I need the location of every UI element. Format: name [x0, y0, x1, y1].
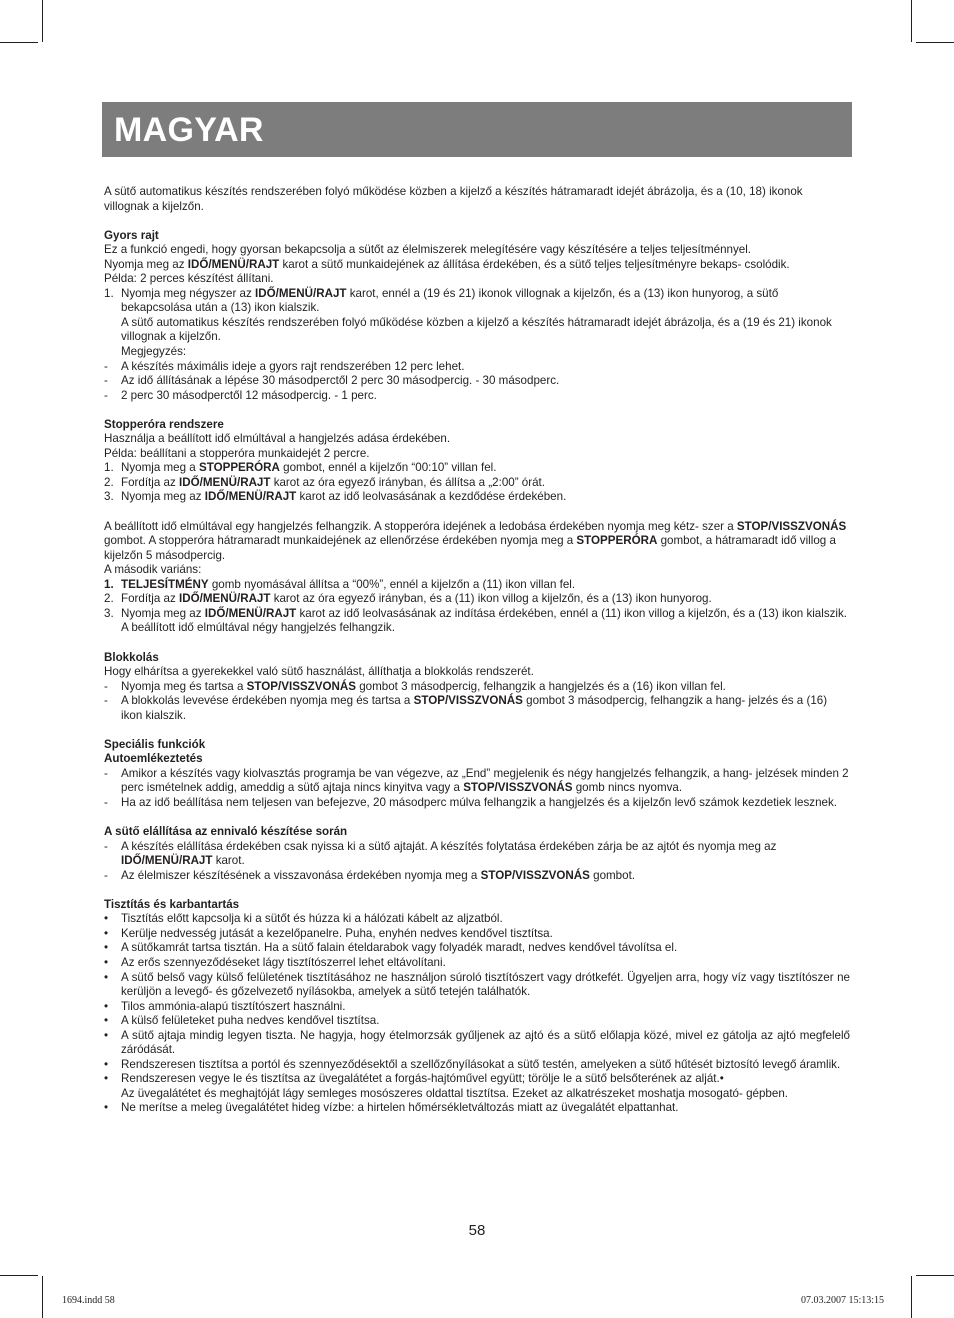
list-item: - A készítés máximális ideje a gyors rajt rendszerében 12 perc lehet. — [104, 359, 465, 373]
cleaning-section — [104, 898, 850, 1116]
button-name: TELJESÍTMÉNY — [121, 577, 209, 591]
button-name: STOP/VISSZVONÁS — [480, 868, 590, 882]
list-item: - Az élelmiszer készítésének a visszavonása érdekében nyomja meg a STOP/VISSZVONÁS gombot. — [104, 868, 636, 882]
button-name: IDŐ/MENÜ/RAJT — [179, 592, 271, 606]
list-item: - Ha az idő beállítása nem teljesen van befejezve, 20 másodperc múlva felhangzik a hangjelzés és a kijelzőn levő számok kezdetiek lesznek. — [104, 795, 837, 809]
numbered-step: 2. Fordítja az IDŐ/MENÜ/RAJT karot az óra egyező irányban, és a (11) ikon villog a kijelzőn, és a (13) ikon hunyorog. — [104, 592, 712, 606]
example-line: Példa: 2 perces készítést állítani. — [104, 272, 274, 286]
button-name: STOP/VISSZVONÁS — [246, 679, 356, 693]
manual-body — [104, 185, 850, 1116]
list-item: - A blokkolás levevése érdekében nyomja meg és tartsa a STOP/VISSZVONÁS gombot 3 másodpercig, felhangzik a hang- jelzés és a (16) ikon kialszik. — [104, 694, 828, 722]
special-functions-section — [104, 738, 850, 883]
crop-mark — [0, 42, 38, 43]
list-item: - 2 perc 30 másodperctől 12 másodpercig. - 1 perc. — [104, 388, 377, 402]
intro-paragraph: A sütő automatikus készítés rendszerében folyó működése közben a kijelző a készítés hátramaradt idejét ábrázolja, és a (10, 18) ikonok villognak a kijelzőn. — [104, 185, 803, 213]
paragraph: Nyomja meg az IDŐ/MENÜ/RAJT karot a sütő munkaidejének az állítása érdekében, és a sütő teljes teljesítményre bekaps- csolódik. — [104, 257, 790, 271]
button-name: IDŐ/MENÜ/RAJT — [255, 286, 347, 300]
button-name: IDŐ/MENÜ/RAJT — [179, 475, 271, 489]
section-heading: Blokkolás — [104, 650, 159, 664]
section-heading: Gyors rajt — [104, 228, 159, 242]
language-header-bar — [102, 102, 852, 157]
crop-mark — [42, 0, 43, 42]
quick-start-section — [104, 229, 850, 404]
list-item: - Az idő állításának a lépése 30 másodperctől 2 perc 30 másodpercig. - 30 másodperc. — [104, 374, 560, 388]
numbered-step: 1. Nyomja meg négyszer az IDŐ/MENÜ/RAJT karot, ennél a (19 és 21) ikonok villognak a kijelzőn, és a (13) ikon hunyorog, a sütő bekapcsolása után a (13) ikon kialszik. — [104, 286, 779, 315]
bullet-item: • A sütő belső vagy külső felületének tisztításához ne használjon súroló tisztítószert vagy drótkefét. Ügyeljen arra, hogy víz vagy tisztítószer ne kerüljön a levegő- és gőzelvezető nyílásokba, amelyek a sütő tetején találhatók. — [104, 970, 850, 999]
stopwatch-section — [104, 418, 850, 636]
date-slug: 07.03.2007 15:13:15 — [800, 1295, 884, 1306]
numbered-step: 3. Nyomja meg az IDŐ/MENÜ/RAJT karot az idő leolvasásának az indítása érdekében, ennél a (11) ikon villog a kijelzőn, és a (13) ikon kialszik. — [104, 606, 848, 620]
section-heading: Tisztítás és karbantartás — [104, 897, 240, 911]
crop-mark — [911, 1276, 912, 1318]
bullet-continuation: Az üvegalátétet és meghajtóját lágy semleges mosószeres oldattal tisztítsa. Ezeket az alkatrészeket moshatja mosogató- gépben. — [121, 1086, 788, 1100]
numbered-step: 1. TELJESÍTMÉNY gomb nyomásával állítsa a “00%”, ennél a kijelzőn a (11) ikon villan fel. — [104, 577, 576, 591]
button-name: IDŐ/MENÜ/RAJT — [121, 854, 213, 868]
button-name: IDŐ/MENÜ/RAJT — [187, 257, 280, 271]
numbered-step: 1. Nyomja meg a STOPPERÓRA gombot, ennél a kijelzőn “00:10” villan fel. — [104, 461, 497, 475]
lock-section — [104, 651, 850, 724]
crop-mark — [42, 1276, 43, 1318]
step-continuation: A sütő automatikus készítés rendszerében folyó működése közben a kijelző a készítés hátramaradt idejét ábrázolja, és a (19 és 21) ikonok villognak a kijelzőn. — [121, 315, 832, 344]
bullet-item: • Az erős szennyeződéseket lágy tisztítószerrel lehet eltávolítani. — [104, 955, 446, 969]
step-continuation: A beállított idő elmúltával négy hangjelzés felhangzik. — [121, 621, 395, 635]
button-name: STOPPERÓRA — [576, 534, 658, 548]
button-name: STOPPERÓRA — [198, 461, 280, 475]
crop-mark — [0, 1275, 38, 1276]
subsection-heading: A sütő elállítása az ennivaló készítése során — [104, 825, 348, 839]
button-name: STOP/VISSZVONÁS — [463, 781, 573, 795]
button-name: IDŐ/MENÜ/RAJT — [204, 490, 297, 504]
bullet-item: • Ne merítse a meleg üvegalátétet hideg vízbe: a hirtelen hőmérsékletváltozás miatt az üvegalátét elpattanhat. — [104, 1101, 679, 1115]
bullet-item: • Rendszeresen vegye le és tisztítsa az üvegalátétet a forgás-hajtóművel együtt; törölje le a sütő belsőterének az alját.• — [104, 1072, 724, 1086]
button-name: STOP/VISSZVONÁS — [413, 694, 523, 708]
crop-mark — [911, 0, 912, 42]
numbered-step: 2. Fordítja az IDŐ/MENÜ/RAJT karot az óra egyező irányban, és állítsa a „2:00” órát. — [104, 475, 545, 489]
subsection-heading: Autoemlékeztetés — [104, 752, 203, 766]
bullet-item: • A sütőkamrát tartsa tisztán. Ha a sütő falain ételdarabok vagy folyadék maradt, nedves kendővel távolítsa el. — [104, 941, 678, 955]
button-name: IDŐ/MENÜ/RAJT — [204, 606, 297, 620]
paragraph: Ez a funkció engedi, hogy gyorsan bekapcsolja a sütőt az élelmiszerek melegítésére vagy készítésére a teljes teljesítménnyel. — [104, 243, 752, 257]
bullet-item: • Rendszeresen tisztítsa a portól és szennyeződésektől a szellőzőnyílásokat a sütő testén, amelyeken a sütő hűtését biztosító levegő áramlik. — [104, 1057, 841, 1071]
paragraph: A beállított idő elmúltával egy hangjelzés felhangzik. A stopperóra idejének a ledobása érdekében nyomja meg kétz- szer a STOP/VISSZVONÁS gombot. A stopperóra hátramaradt munkaidejének az ellenőrzése érdekében nyomja meg a STOPPERÓRA gombot, a hátramaradt idő villog a kijelzőn 5 másodpercig. — [104, 519, 847, 562]
note-label: Megjegyzés: — [121, 345, 187, 359]
crop-mark — [916, 1275, 954, 1276]
variant-label: A második variáns: — [104, 563, 202, 577]
list-item: - A készítés elállítása érdekében csak nyissa ki a sütő ajtaját. A készítés folytatása érdekében zárja be az ajtót és nyomja meg az IDŐ/MENÜ/RAJT karot. — [104, 839, 777, 868]
paragraph: Használja a beállított idő elmúltával a hangjelzés adása érdekében. — [104, 432, 451, 446]
bullet-item: • Tisztítás előtt kapcsolja ki a sütőt és húzza ki a hálózati kábelt az aljzatból. — [104, 912, 503, 926]
example-line: Példa: beállítani a stopperóra munkaidejét 2 percre. — [104, 446, 370, 460]
page-number: 58 — [468, 1222, 486, 1239]
bullet-item: • A sütő ajtaja mindig legyen tiszta. Ne hagyja, hogy ételmorzsák gyűljenek az ajtó és a sütő előlapja közé, mivel ez gátolja az ajtó megfelelő záródását. — [104, 1028, 850, 1057]
paragraph: Hogy elhárítsa a gyerekekkel való sütő használást, állíthatja a blokkolás rendszerét. — [104, 665, 534, 679]
section-heading: Stopperóra rendszere — [104, 417, 224, 431]
list-item: - Nyomja meg és tartsa a STOP/VISSZVONÁS gombot 3 másodpercig, felhangzik a hangjelzés és a (16) ikon villan fel. — [104, 679, 726, 693]
file-slug: 1694.indd 58 — [62, 1295, 115, 1306]
list-item: - Amikor a készítés vagy kiolvasztás programja be van végezve, az „End” megjelenik és négy hangjelzés felhangzik, a hang- jelzések minden 2 perc ismételnek addig, ameddig a sütő ajtaja nincs kinyitva vagy a STOP/VISSZVONÁS gomb nincs nyomva. — [104, 766, 849, 795]
bullet-item: • Tilos ammónia-alapú tisztítószert használni. — [104, 999, 346, 1013]
bullet-item: • Kerülje nedvesség jutását a kezelőpanelre. Puha, enyhén nedves kendővel tisztítsa. — [104, 926, 553, 940]
page-title: MAGYAR — [114, 111, 264, 149]
button-name: STOP/VISSZVONÁS — [736, 519, 847, 533]
section-heading: Speciális funkciók — [104, 737, 206, 751]
bullet-item: • A külső felületeket puha nedves kendővel tisztítsa. — [104, 1014, 380, 1028]
numbered-step: 3. Nyomja meg az IDŐ/MENÜ/RAJT karot az idő leolvasásának a kezdődése érdekében. — [104, 490, 567, 504]
crop-mark — [916, 42, 954, 43]
